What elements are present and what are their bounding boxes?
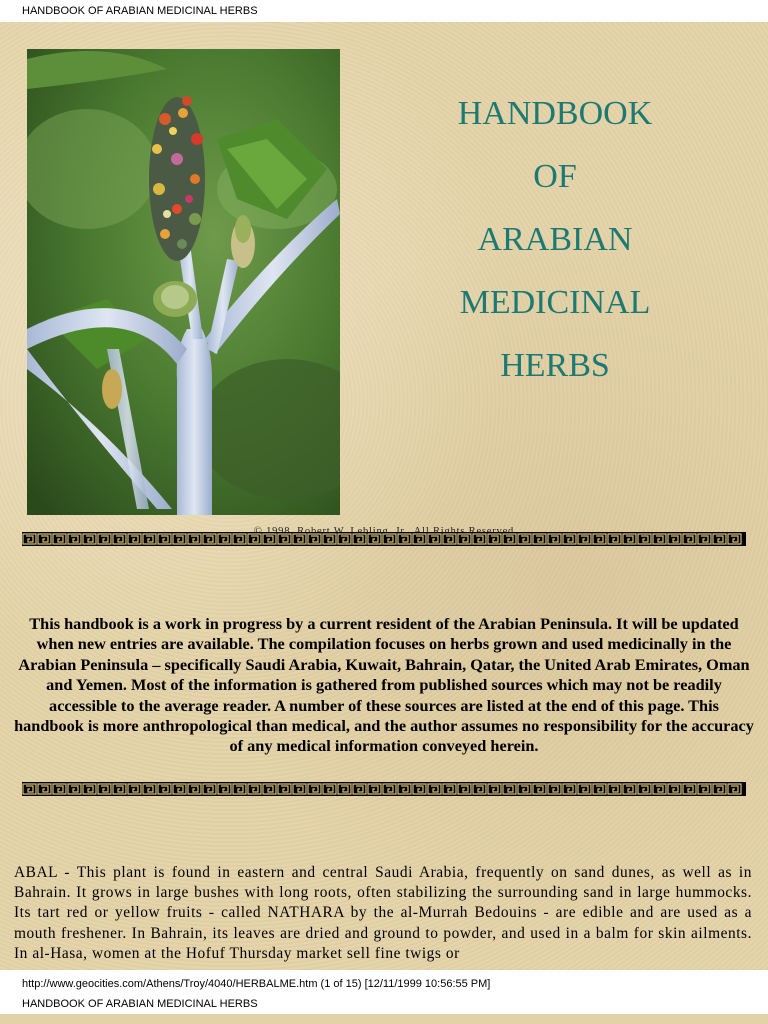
title-line-4: MEDICINAL — [459, 284, 651, 321]
title-line-2: OF — [533, 158, 577, 195]
parchment-page — [0, 22, 768, 970]
herb-entry-abal: ABAL - This plant is found in eastern and central Saudi Arabia, frequently on sand dunes, as well as in Bahrain. It grows in large bushes with long roots, often stabilizing the surrounding sand in large hummocks. Its tart red or yellow fruits - called NATHARA by the al-Murrah Bedouins - are edible and are used as a mouth freshener. In Bahrain, its leaves are dried and ground to powder, and used in a balm for skin ailments. In al-Hasa, women at the Hofuf Thursday market sell fine twigs or — [14, 864, 752, 962]
greek-key-divider — [22, 532, 746, 546]
title-line-1: HANDBOOK — [457, 95, 653, 132]
page-footer — [0, 970, 768, 1024]
title-line-3: ARABIAN — [477, 221, 633, 258]
book-title — [400, 82, 710, 397]
page-header — [0, 0, 768, 22]
greek-key-divider — [22, 782, 746, 796]
source-url-line: http://www.geocities.com/Athens/Troy/4040/HERBALME.htm (1 of 15) [12/11/1999 10:56:55 PM] — [22, 978, 491, 990]
title-line-5: HERBS — [500, 347, 610, 384]
flowering-herb-photo — [27, 49, 340, 515]
running-title-repeat: HANDBOOK OF ARABIAN MEDICINAL HERBS — [22, 998, 258, 1010]
intro-paragraph: This handbook is a work in progress by a current resident of the Arabian Peninsula. It will be updated when new entries are available. The compilation focuses on herbs grown and used medicinally in the Arabian Peninsula – specifically Saudi Arabia, Kuwait, Bahrain, Qatar, the United Arab Emirates, Oman and Yemen. Most of the information is gathered from published sources which may not be readily accessible to the average reader. A number of these sources are listed at the end of this page. This handbook is more anthropological than medical, and the author assumes no responsibility for the accuracy of any medical information conveyed herein. — [14, 614, 754, 756]
running-title: HANDBOOK OF ARABIAN MEDICINAL HERBS — [22, 5, 258, 17]
next-page-edge — [0, 1014, 768, 1024]
